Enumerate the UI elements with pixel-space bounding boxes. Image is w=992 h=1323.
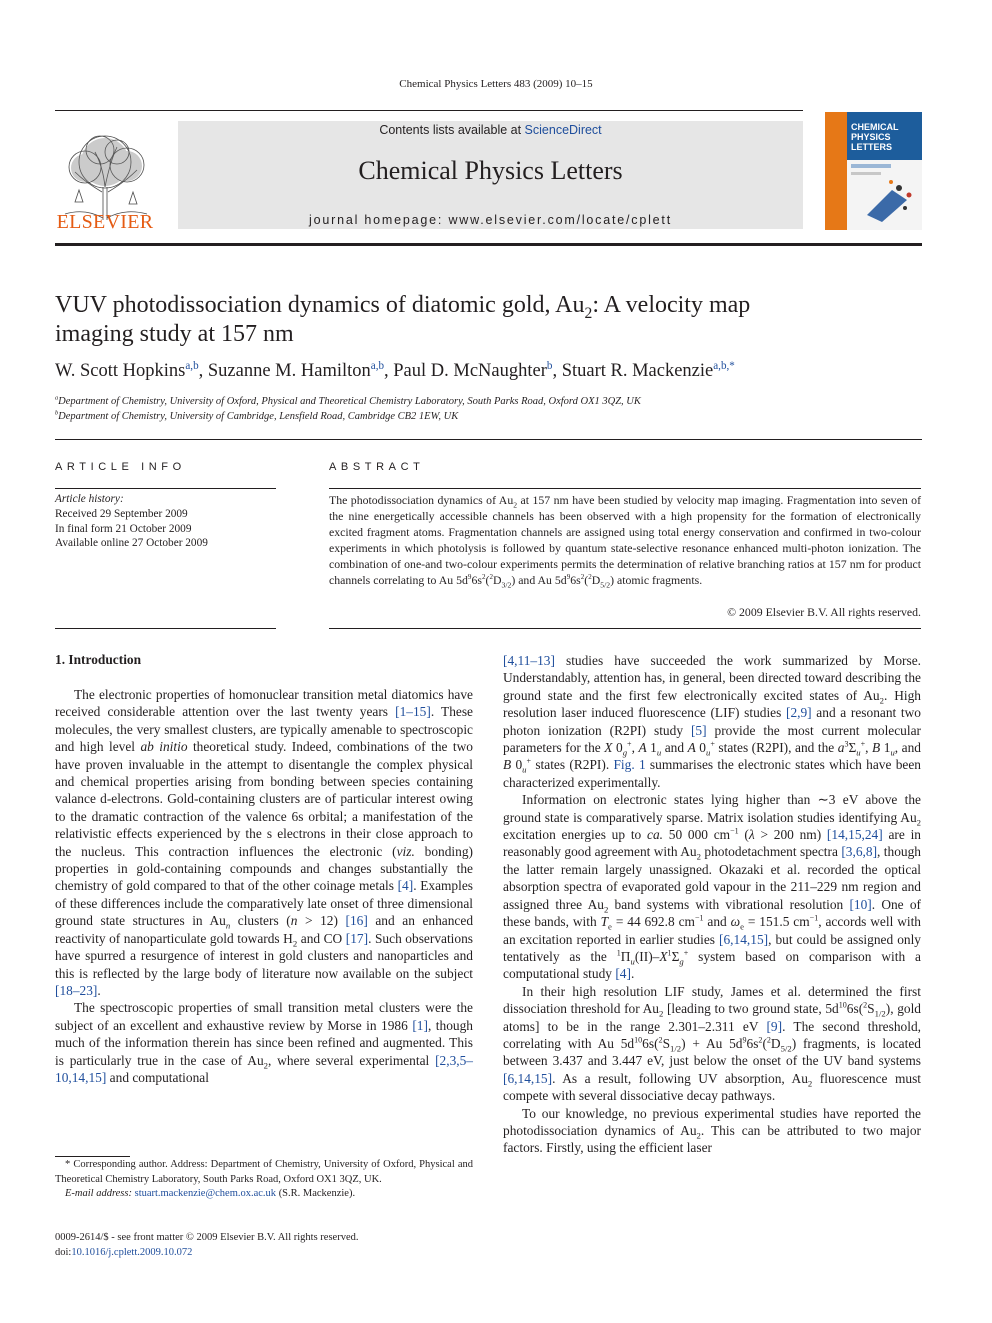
history-label: Article history:	[55, 493, 124, 505]
cover-molecule-icon	[847, 160, 922, 230]
cover-title-line: CHEMICAL	[851, 122, 899, 132]
abstract-body: The photodissociation dynamics of $Au_2$ at 157 nm have been studied by velocity map imaging. Fragmentation into seven of the nine energetically accessible channels has been observed with a high propensity for the formation of electronically excited fragment atoms. Fragmentation channels are assigned using total energy conservation and confirmed in two-colour experiments in which photolysis is followed by quantum state-selective resonance enhanced multi-photon ionization. The combination of one-and two-colour experiments permits the determination of relative branching ratios at 157 nm for product channels correlating to Au $5d^96s^2(^2D_{3/2})$ and Au $5d^96s^2(^2D_{5/2})$ atomic fragments.	[329, 493, 922, 590]
journal-cover-image	[825, 112, 922, 230]
abstract-heading: ABSTRACT	[329, 461, 425, 473]
author-name: Suzanne M. Hamilton	[207, 361, 371, 381]
article-history	[55, 492, 276, 551]
author[interactable]	[562, 361, 735, 381]
abstract-bottom-rule	[329, 628, 921, 629]
doi-label: doi:	[55, 1246, 72, 1258]
affiliation-rule	[55, 439, 922, 440]
left-column-body	[55, 686, 473, 1086]
affiliation	[55, 396, 922, 407]
cover-artwork	[847, 160, 922, 230]
title-text: : A velocity map	[592, 292, 751, 318]
final-form-date: In final form 21 October 2009	[55, 522, 192, 535]
author-separator: ,	[552, 361, 562, 381]
author-separator: ,	[198, 361, 208, 381]
author-name: W. Scott Hopkins	[55, 361, 186, 381]
paragraph: In their high resolution LIF study, James et al. determined the first dissociation threshold for $Au_2$ [leading to two ground state, $5d^{10}6s(^2S_{1/2})$, gold atoms] to be in the range 2.301–2.311 eV [9]. The second threshold, correlating with Au $5d^{10}6s(^2S_{1/2}) + Au$ $5d^96s^2(^2D_{5/2})$ fragments, is located between 3.437 and 3.447 eV, just below the onset of the UV band systems [6,14,15]. As a result, following UV absorption, $Au_2$ fluorescence must compete with several dissociative decay pathways.	[503, 983, 922, 1104]
author[interactable]	[208, 361, 384, 381]
corresponding-author-note: * Corresponding author. Address: Department of Chemistry, University of Oxford, Physical and Theoretical Chemistry Laboratory, South Parks Road, Oxford OX1 3QZ, UK.	[55, 1159, 473, 1185]
author-affil-mark[interactable]: b	[546, 359, 553, 372]
journal-reference: Chemical Physics Letters 483 (2009) 10–15	[399, 78, 593, 90]
email-note	[55, 1187, 473, 1202]
section-heading: 1. Introduction	[55, 652, 142, 667]
author[interactable]	[55, 361, 199, 381]
author-list	[55, 361, 922, 382]
author[interactable]	[393, 361, 552, 381]
abstract-rule	[329, 488, 921, 489]
header-rule	[55, 110, 803, 111]
author-separator: ,	[384, 361, 394, 381]
right-column-body	[503, 652, 921, 1157]
footnote-rule	[55, 1156, 130, 1157]
author-name: Paul D. McNaughter	[393, 361, 547, 381]
doi-line	[55, 1246, 473, 1261]
header-thick-rule	[55, 243, 922, 246]
publisher-wordmark: ELSEVIER	[56, 211, 154, 233]
article-info-bottom-rule	[55, 628, 276, 629]
affiliation-text: Department of Chemistry, University of Cambridge, Lensfield Road, Cambridge CB2 1EW, UK	[58, 411, 459, 422]
footnotes	[55, 1158, 473, 1202]
contents-line	[178, 123, 803, 137]
cover-title-line: PHYSICS	[851, 132, 891, 142]
received-date: Received 29 September 2009	[55, 507, 188, 520]
paragraph: To our knowledge, no previous experimental studies have reported the photodissociation dynamics of $Au_2$. This can be attributed to two major factors. Firstly, using the efficient laser	[503, 1105, 921, 1156]
author-affil-mark[interactable]: a,b	[185, 359, 199, 372]
issn-line: 0009-2614/$ - see front matter © 2009 Elsevier B.V. All rights reserved.	[55, 1232, 359, 1243]
paragraph: The electronic properties of homonuclear transition metal diatomics have received considerable attention over the last twenty years [1–15]. These molecules, the very smallest clusters, are typically amenable to spectroscopic and high level ab initio theoretical study. Indeed, combinations of the two have proven invaluable in the attempt to disentangle the complex physical and chemical properties arising from bonding between species containing valance d-electrons. Gold-containing clusters are of particular interest owing to the dramatic contraction of the valence 6s orbital; a manifestation of the relativistic effects experienced by the s electrons in their close approach to the nucleus. This contraction influences the electronic (viz. bonding) properties in gold-containing compounds and changes substantially the chemistry of gold compared to that of the other coinage metals [4]. Examples of these differences include the comparatively late onset of three dimensional ground state structures in $Au_n$ clusters (n > 12) [16] and an enhanced reactivity of nanoparticulate gold towards $H_2$ and CO [17]. Such observations have spurred a resurgence of interest in gold clusters and nanoparticles and this is reflected by the large body of literature now available on the subject [18–23].	[55, 687, 474, 998]
article-info-rule	[55, 488, 276, 489]
journal-homepage[interactable]: journal homepage: www.elsevier.com/locate/cplett	[309, 213, 672, 227]
affiliation-text: Department of Chemistry, University of Oxford, Physical and Theoretical Chemistry Laboratory, South Parks Road, Oxford OX1 3QZ, UK	[58, 396, 641, 407]
doi-link[interactable]: 10.1016/j.cplett.2009.10.072	[71, 1246, 193, 1258]
front-matter	[55, 1231, 473, 1260]
title-line-1	[55, 291, 915, 320]
contents-prefix: Contents lists available at	[379, 123, 525, 137]
email-label: E-mail address:	[65, 1188, 135, 1200]
journal-banner	[178, 121, 803, 229]
author-affil-mark[interactable]: a,b,*	[713, 359, 735, 372]
article-title	[55, 291, 915, 349]
journal-name: Chemical Physics Letters	[358, 156, 623, 185]
copyright: © 2009 Elsevier B.V. All rights reserved.	[727, 605, 921, 619]
cover-title-line: LETTERS	[851, 142, 893, 152]
paragraph: The spectroscopic properties of small transition metal clusters were the subject of an excellent and exhaustive review by Morse in 1986 [1], though much of the information therein has since been refined and augmented. This is particularly true in the case of $Au_2$, where several experimental [2,3,5–10,14,15] and computational	[55, 1000, 473, 1085]
affiliation	[55, 411, 922, 422]
author-affil-mark[interactable]: a,b	[370, 359, 385, 372]
email-suffix: (S.R. Mackenzie).	[276, 1188, 356, 1200]
paragraph: Information on electronic states lying higher than ∼3 eV above the ground state is comparatively sparse. Matrix isolation studies identifying $Au_2$ excitation energies up to ca. 50 000 $cm^{-1}$ (λ > 200 nm) [14,15,24] are in reasonably good agreement with $Au_2$ photodetachment spectra [3,6,8], though the latter remain largely unassigned. Okazaki et al. recorded the optical absorption spectra of evaporated gold vapour in the 211–229 nm region and assigned three $Au_2$ band systems with vibrational resolution [10]. One of these bands, with $T_e = 44$ 692.8 $cm^{-1}$ and $\omega_e = 151.5$ $cm^{-1}$, accords well with an excitation reported in earlier studies [6,14,15], but could be assigned only tentatively as the $^1\Pi_u(II)-X^1\Sigma_g^+$ system based on comparison with a computational study [4].	[503, 792, 922, 982]
affiliation-mark: a	[55, 394, 59, 402]
article-info-heading: ARTICLE INFO	[55, 461, 186, 473]
email-link[interactable]: stuart.mackenzie@chem.ox.ac.uk	[134, 1188, 277, 1200]
cover-stripe	[825, 112, 847, 230]
paragraph: [4,11–13] studies have succeeded the work summarized by Morse. Understandably, attention has, in general, been directed toward describing the ground state and the first few electronically excited states of $Au_2$. High resolution laser induced fluorescence (LIF) studies [2,9] and a resonant two photon ionization (R2PI) study [5] provide the most current molecular parameters for the X $0_g^+$, A $1_u$ and A $0_u^+$ states (R2PI), and the $a^3\Sigma_u^+$, B $1_u$, and B $0_u^+$ states (R2PI). Fig. 1 summarises the electronic states which have been characterized experimentally.	[503, 653, 922, 790]
sciencedirect-link[interactable]: ScienceDirect	[524, 123, 602, 137]
title-text: VUV photodissociation dynamics of diatomic gold, Au	[55, 292, 585, 318]
title-subscript: 2	[584, 304, 593, 322]
affiliation-mark: b	[55, 409, 59, 417]
online-date: Available online 27 October 2009	[55, 537, 208, 550]
cover-title	[851, 122, 899, 152]
title-line-2: imaging study at 157 nm	[55, 321, 294, 347]
author-name: Stuart R. Mackenzie	[561, 361, 714, 381]
